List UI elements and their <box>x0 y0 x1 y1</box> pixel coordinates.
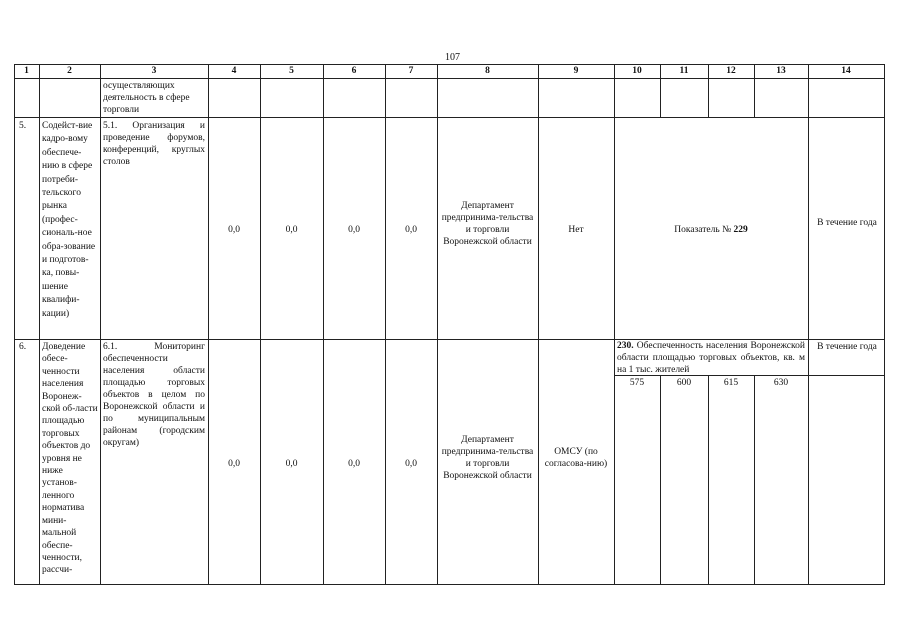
row5-col7-value: 0,0 <box>405 225 417 235</box>
row6-co-executor: ОМСУ (по согласова-нию) <box>544 447 608 469</box>
row5-executor: Департамент предпринима-тельства и торговли Воронежской области <box>441 201 534 247</box>
row6-value-col10: 575 <box>629 378 645 388</box>
row5-col5-value: 0,0 <box>285 225 298 235</box>
row6-task: Доведение обесе-ченности населения Воронеж-ской об-ласти площадью торговых объектов до уровня не ниже установ-ленного норматива мини-мальной обеспе-ченности, рассчи- <box>42 342 98 576</box>
row6-value-col13: 630 <box>773 378 789 388</box>
row6-col7-value: 0,0 <box>405 459 417 469</box>
row6-term: В течение года <box>817 342 877 352</box>
header-col-8: 8 <box>485 66 490 76</box>
row5-col4-value: 0,0 <box>228 225 240 235</box>
header-col-2: 2 <box>67 66 72 76</box>
row5-term: В течение года <box>817 218 877 228</box>
row6-executor: Департамент предпринима-тельства и торговли Воронежской области <box>441 435 534 481</box>
row6-indicator-text: Обеспеченность населения Воронежской области площадью торговых объектов, кв. м на 1 тыс. жителей <box>617 341 805 375</box>
row5-indicator <box>614 224 808 236</box>
row6-value-col12: 615 <box>723 378 739 388</box>
header-col-5: 5 <box>289 66 294 76</box>
row6-col4-value: 0,0 <box>228 459 240 469</box>
row5-number: 5. <box>19 121 27 131</box>
header-col-13: 13 <box>776 66 786 76</box>
row5-indicator-number: 229 <box>733 225 748 235</box>
header-col-9: 9 <box>573 66 579 76</box>
row6-value-col11: 600 <box>676 378 692 388</box>
row6-indicator <box>617 340 805 376</box>
header-col-6: 6 <box>351 66 357 76</box>
header-col-4: 4 <box>231 66 237 76</box>
header-col-12: 12 <box>726 66 736 76</box>
header-col-11: 11 <box>679 66 689 76</box>
page-number: 107 <box>445 52 460 63</box>
header-col-14: 14 <box>841 66 851 76</box>
header-col-1: 1 <box>24 66 29 76</box>
row5-co-executor: Нет <box>568 225 584 235</box>
header-col-7: 7 <box>408 66 414 76</box>
row5-col6-value: 0,0 <box>348 225 360 235</box>
row5-indicator-prefix: Показатель № <box>674 225 734 235</box>
row6-indicator-number: 230. <box>617 341 634 351</box>
row6-activity: 6.1. Мониторинг обеспеченности населения области площадью торговых объектов в целом по Воронежской области и по муниципальным районам (городским округам) <box>103 342 205 448</box>
header-col-3: 3 <box>151 66 157 76</box>
cont-row-col3: осуществляющих деятельность в сфере торговли <box>103 81 190 115</box>
row5-activity: 5.1. Организация и проведение форумов, конференций, круглых столов <box>103 121 205 167</box>
row6-col6-value: 0,0 <box>348 459 360 469</box>
header-col-10: 10 <box>632 66 642 76</box>
row6-number: 6. <box>19 342 27 352</box>
row5-task: Содейст-вие кадро-вому обеспече-нию в сфере потреби-тельского рынка (профес-сиональ-ное обра-зование и подготов-ка, повы-шение квалифи-кации) <box>42 121 96 319</box>
row6-col5-value: 0,0 <box>285 459 298 469</box>
